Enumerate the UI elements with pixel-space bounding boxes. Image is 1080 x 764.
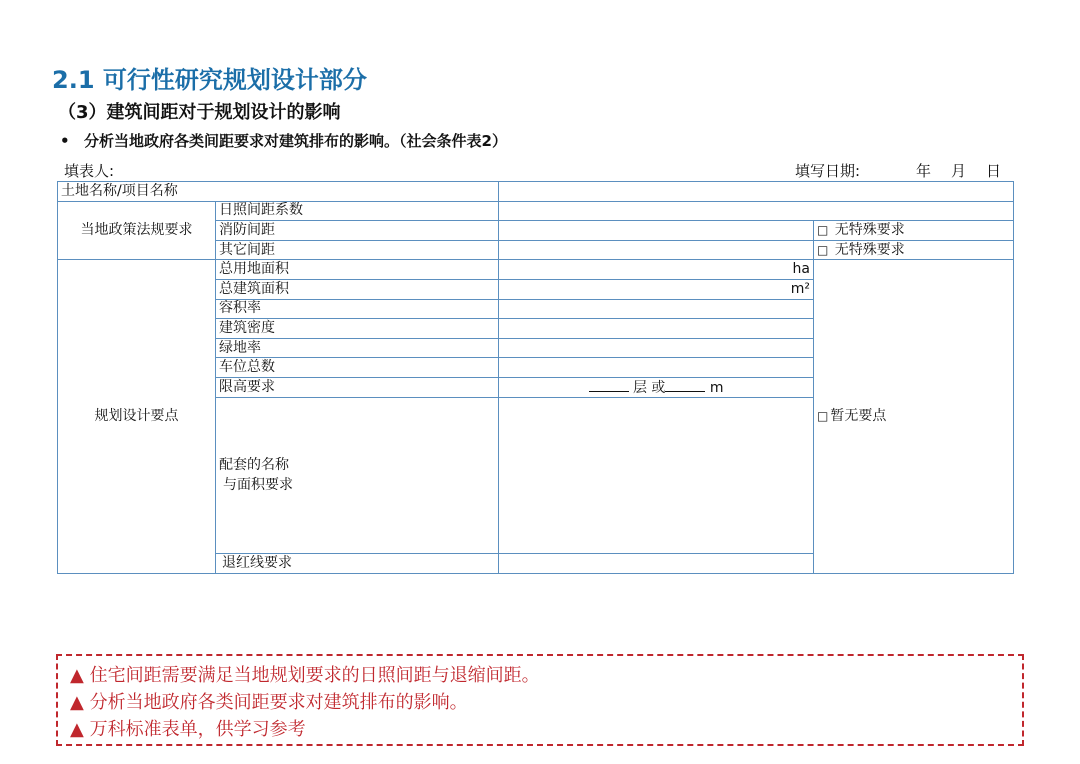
meters-blank[interactable] bbox=[665, 378, 705, 392]
total-land-area-value[interactable] bbox=[499, 260, 814, 280]
checkbox-icon[interactable]: □ bbox=[817, 242, 829, 257]
no-points-label: 暂无要点 bbox=[830, 407, 887, 424]
other-spacing-value[interactable] bbox=[499, 240, 814, 260]
sunlight-spacing-label: 日照间距系数 bbox=[216, 201, 499, 221]
triangle-icon: ▲ bbox=[70, 719, 84, 740]
notice-text: 住宅间距需要满足当地规划要求的日照间距与退缩间距。 bbox=[89, 665, 540, 686]
setback-label: 退红线要求 bbox=[216, 553, 499, 573]
bullet-line bbox=[60, 130, 507, 151]
parking-total-value[interactable] bbox=[499, 358, 814, 378]
no-special-option-2[interactable] bbox=[814, 240, 1014, 260]
checkbox-icon[interactable]: □ bbox=[817, 222, 829, 237]
green-ratio-label: 绿地率 bbox=[216, 338, 499, 358]
total-land-area-label: 总用地面积 bbox=[216, 260, 499, 280]
filler-label: 填表人: bbox=[64, 162, 115, 180]
date-day: 日 bbox=[986, 162, 1002, 180]
checkbox-icon[interactable]: □ bbox=[817, 408, 829, 423]
no-special-option-1[interactable] bbox=[814, 221, 1014, 241]
height-m: m bbox=[709, 379, 724, 396]
unit-m2: m² bbox=[790, 280, 810, 297]
triangle-icon: ▲ bbox=[70, 692, 84, 713]
facilities-line1: 配套的名称 bbox=[219, 457, 289, 474]
facilities-line2: 与面积要求 bbox=[223, 477, 293, 494]
facilities-value[interactable] bbox=[499, 397, 814, 553]
bullet-icon: • bbox=[60, 132, 70, 150]
setback-value[interactable] bbox=[499, 553, 814, 573]
no-points-option[interactable] bbox=[814, 260, 1014, 573]
date-label: 填写日期: bbox=[795, 162, 861, 180]
notice-line bbox=[70, 689, 1010, 716]
section-title: 2.1 可行性研究规划设计部分 bbox=[52, 66, 367, 94]
land-name-label: 土地名称/项目名称 bbox=[58, 182, 499, 202]
height-limit-value[interactable] bbox=[499, 377, 814, 397]
floors-blank[interactable] bbox=[589, 378, 629, 392]
height-or: 或 bbox=[651, 379, 666, 396]
notice-line bbox=[70, 716, 1010, 743]
other-spacing-label: 其它间距 bbox=[216, 240, 499, 260]
bullet-text: 分析当地政府各类间距要求对建筑排布的影响。（社会条件表2） bbox=[84, 132, 507, 150]
sunlight-spacing-value[interactable] bbox=[499, 201, 1014, 221]
height-floors: 层 bbox=[632, 379, 647, 396]
subtitle: （3）建筑间距对于规划设计的影响 bbox=[58, 102, 341, 123]
total-floor-area-value[interactable] bbox=[499, 279, 814, 299]
table-row bbox=[58, 182, 1014, 202]
fire-spacing-value[interactable] bbox=[499, 221, 814, 241]
unit-ha: ha bbox=[792, 261, 810, 278]
total-floor-area-label: 总建筑面积 bbox=[216, 279, 499, 299]
building-density-value[interactable] bbox=[499, 319, 814, 339]
notice-box bbox=[56, 654, 1024, 746]
table-row bbox=[58, 260, 1014, 280]
green-ratio-value[interactable] bbox=[499, 338, 814, 358]
design-group-label: 规划设计要点 bbox=[58, 260, 216, 573]
date-year: 年 bbox=[916, 162, 932, 180]
building-density-label: 建筑密度 bbox=[216, 319, 499, 339]
far-value[interactable] bbox=[499, 299, 814, 319]
policy-group-label: 当地政策法规要求 bbox=[58, 201, 216, 260]
notice-text: 万科标准表单，供学习参考 bbox=[89, 719, 306, 740]
height-limit-label: 限高要求 bbox=[216, 377, 499, 397]
no-special-label-2: 无特殊要求 bbox=[834, 241, 905, 258]
no-special-label-1: 无特殊要求 bbox=[834, 221, 905, 238]
triangle-icon: ▲ bbox=[70, 665, 84, 686]
notice-text: 分析当地政府各类间距要求对建筑排布的影响。 bbox=[89, 692, 468, 713]
fire-spacing-label: 消防间距 bbox=[216, 221, 499, 241]
far-label: 容积率 bbox=[216, 299, 499, 319]
date-units bbox=[916, 160, 1021, 181]
facilities-label bbox=[216, 397, 499, 553]
table-row bbox=[58, 201, 1014, 221]
parking-total-label: 车位总数 bbox=[216, 358, 499, 378]
notice-line bbox=[70, 662, 1010, 689]
social-conditions-table bbox=[57, 181, 1014, 574]
date-month: 月 bbox=[951, 162, 967, 180]
land-name-value[interactable] bbox=[499, 182, 1014, 202]
